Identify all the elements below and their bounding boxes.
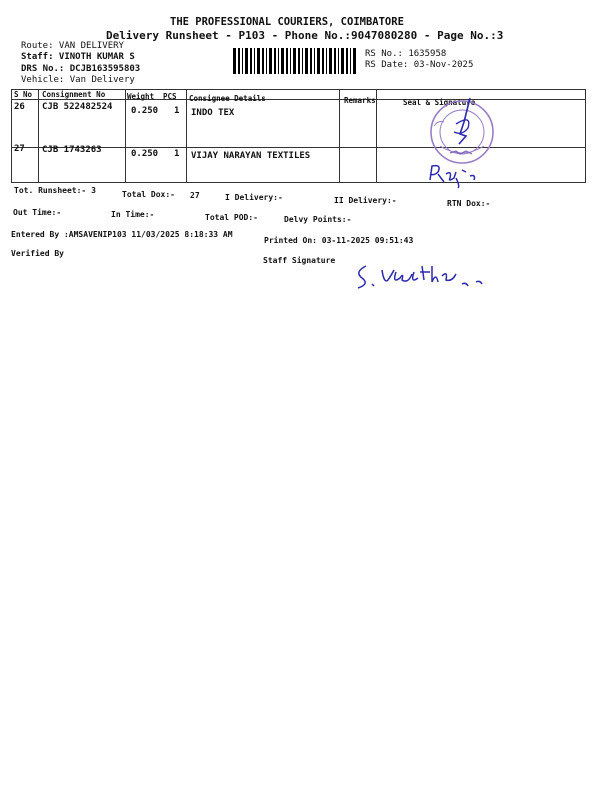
ii-delivery: II Delivery:-	[334, 196, 397, 205]
row-sno: 27	[14, 144, 25, 154]
col-header-weight: Weight	[127, 92, 155, 101]
barcode-bar	[242, 48, 243, 74]
barcode-bar	[346, 48, 348, 74]
col-border	[11, 89, 12, 183]
row-consignee: INDO TEX	[191, 108, 235, 118]
col-header-seal: Seal & Signature	[403, 98, 476, 107]
row-pcs: 1	[174, 106, 180, 116]
barcode-bar	[338, 48, 339, 74]
vehicle-label: Vehicle: Van Delivery	[21, 75, 135, 85]
row-consignment: CJB 522482524	[42, 102, 113, 112]
i-delivery: I Delivery:-	[225, 193, 283, 202]
barcode-bar	[305, 48, 308, 74]
rs-date: RS Date: 03-Nov-2025	[365, 60, 474, 70]
row-consignment: CJB 1743263	[42, 145, 102, 155]
barcode-bar	[314, 48, 315, 74]
barcode-bar	[233, 48, 236, 74]
row-weight: 0.250	[131, 149, 159, 159]
barcode-bar	[322, 48, 324, 74]
rtn-dox: RTN Dox:-	[447, 199, 491, 208]
barcode-bar	[334, 48, 336, 74]
barcode-bar	[317, 48, 320, 74]
total-dox-value: 27	[190, 191, 200, 200]
delvy-points: Delvy Points:-	[284, 215, 352, 224]
receiver-signature	[426, 160, 490, 190]
barcode-bar	[250, 48, 252, 74]
barcode-bar	[281, 48, 284, 74]
barcode-bar	[262, 48, 264, 74]
barcode-bar	[274, 48, 276, 74]
tot-runsheet: Tot. Runsheet:- 3	[14, 186, 96, 195]
rs-number: RS No.: 1635958	[365, 49, 447, 59]
barcode-bar	[302, 48, 303, 74]
company-name: THE PROFESSIONAL COURIERS, COIMBATORE	[170, 16, 404, 28]
out-time: Out Time:-	[13, 208, 62, 217]
table-bottom-border	[11, 182, 586, 183]
staff-signature	[352, 262, 500, 292]
table-header-border	[11, 99, 586, 100]
staff-signature-label: Staff Signature	[263, 256, 336, 265]
barcode-bar	[329, 48, 332, 74]
col-border	[38, 89, 39, 183]
col-header-pcs: PCS	[163, 92, 177, 101]
barcode-bar	[326, 48, 327, 74]
col-border	[186, 89, 187, 183]
barcode-bar	[238, 48, 240, 74]
barcode-bar	[353, 48, 356, 74]
barcode-bar	[286, 48, 288, 74]
barcode-bar	[341, 48, 344, 74]
col-header-sno: S No	[14, 90, 33, 99]
total-dox-label: Total Dox:-	[122, 190, 175, 199]
seal-stamp	[426, 96, 498, 166]
total-pod: Total POD:-	[205, 213, 258, 222]
barcode-bar	[290, 48, 291, 74]
col-border	[585, 89, 586, 183]
barcode-bar	[350, 48, 351, 74]
entered-by: Entered By :AMSAVENIP103 11/03/2025 8:18:33 AM	[11, 230, 233, 239]
printed-on: Printed On: 03-11-2025 09:51:43	[264, 236, 414, 245]
col-header-remarks: Remarks	[344, 96, 376, 105]
barcode	[233, 48, 360, 74]
barcode-bar	[278, 48, 279, 74]
row-pcs: 1	[174, 149, 180, 159]
verified-by: Verified By	[11, 249, 64, 258]
staff-label: Staff: VINOTH KUMAR S	[21, 52, 135, 62]
col-border	[376, 89, 377, 183]
col-header-consignee: Consignee Details	[189, 94, 266, 103]
col-border	[125, 89, 126, 183]
barcode-bar	[269, 48, 272, 74]
col-border	[339, 89, 340, 183]
barcode-bar	[293, 48, 296, 74]
barcode-bar	[257, 48, 260, 74]
row-weight: 0.250	[131, 106, 159, 116]
in-time: In Time:-	[111, 210, 155, 219]
barcode-bar	[298, 48, 300, 74]
barcode-bar	[266, 48, 267, 74]
barcode-bar	[310, 48, 312, 74]
barcode-bar	[254, 48, 255, 74]
row-consignee: VIJAY NARAYAN TEXTILES	[191, 151, 311, 161]
row-sno: 26	[14, 102, 25, 112]
runsheet-title: Delivery Runsheet - P103 - Phone No.:9047080280 - Page No.:3	[106, 29, 504, 42]
col-header-consignment: Consignment No	[42, 90, 106, 99]
drs-number: DRS No.: DCJB163595803	[21, 64, 141, 74]
route-label: Route: VAN DELIVERY	[21, 41, 124, 51]
barcode-bar	[245, 48, 248, 74]
